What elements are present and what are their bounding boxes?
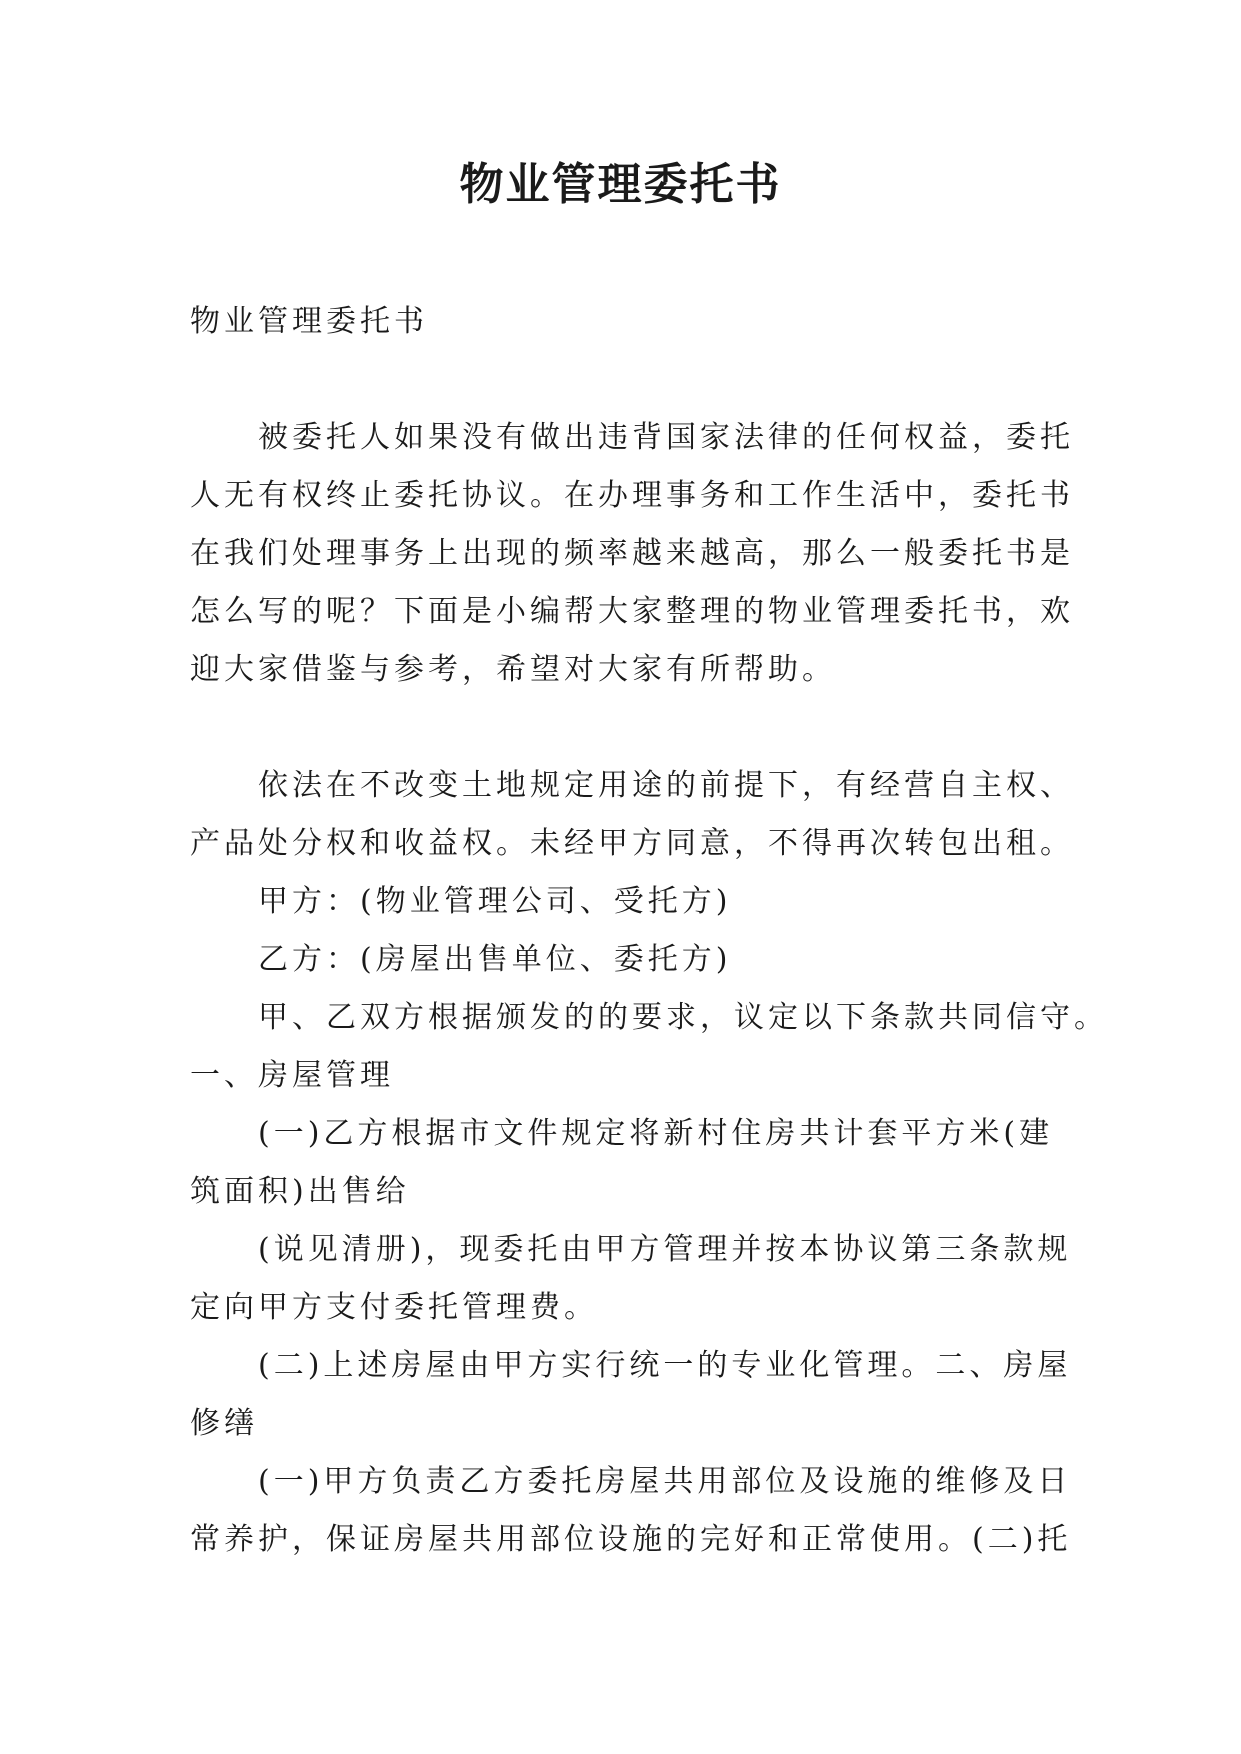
- intro-line: 被委托人如果没有做出违背国家法律的任何权益，委托: [258, 420, 1074, 455]
- document-subtitle: 物业管理委托书: [190, 304, 428, 339]
- body-line: 常养护，保证房屋共用部位设施的完好和正常使用。(二)托: [190, 1522, 1072, 1557]
- intro-line: 人无有权终止委托协议。在办理事务和工作生活中，委托书: [190, 478, 1074, 513]
- section-heading: 一、房屋管理: [190, 1058, 394, 1093]
- intro-line: 在我们处理事务上出现的频率越来越高，那么一般委托书是: [190, 536, 1074, 571]
- body-line: 甲、乙双方根据颁发的的要求，议定以下条款共同信守。: [258, 1000, 1108, 1035]
- body-line: (一)甲方负责乙方委托房屋共用部位及设施的维修及日: [258, 1464, 1072, 1499]
- body-line: (一)乙方根据市文件规定将新村住房共计套平方米(建: [258, 1116, 1054, 1151]
- body-line: 筑面积)出售给: [190, 1174, 410, 1209]
- page-title: 物业管理委托书: [459, 159, 782, 210]
- paragraph-gap: [190, 351, 1050, 409]
- intro-line: 怎么写的呢？下面是小编帮大家整理的物业管理委托书，欢: [190, 594, 1074, 629]
- body-line: 定向甲方支付委托管理费。: [190, 1290, 598, 1325]
- body-line: 产品处分权和收益权。未经甲方同意，不得再次转包出租。: [190, 826, 1074, 861]
- intro-line: 迎大家借鉴与参考，希望对大家有所帮助。: [190, 652, 836, 687]
- body-line: 修缮: [190, 1406, 258, 1441]
- body-line: 依法在不改变土地规定用途的前提下，有经营自主权、: [258, 768, 1074, 803]
- paragraph-gap: [190, 699, 1050, 757]
- body-line: (说见清册)，现委托由甲方管理并按本协议第三条款规: [258, 1232, 1072, 1267]
- document-body: [190, 293, 1108, 1569]
- body-line: (二)上述房屋由甲方实行统一的专业化管理。二、房屋: [258, 1348, 1072, 1383]
- party-b-line: 乙方：(房屋出售单位、委托方): [258, 942, 732, 977]
- party-a-line: 甲方：(物业管理公司、受托方): [258, 884, 732, 919]
